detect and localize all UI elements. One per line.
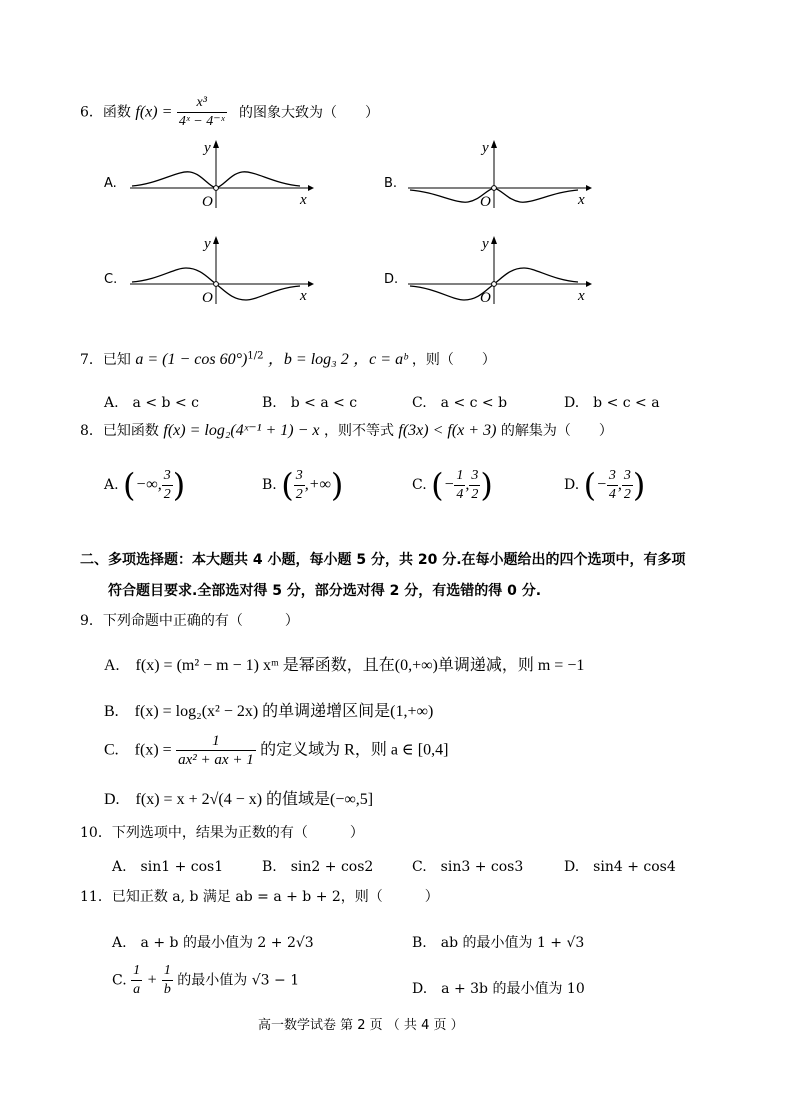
section2-title-line1: 二、多项选择题：本大题共 4 小题，每小题 5 分，共 20 分.在每小题给出的四个选项中，有多项 [80,552,686,568]
q6-option-c-label: C. [104,272,118,287]
section2-title-line2: 符合题目要求.全部选对得 5 分，部分选对得 2 分，有选错的得 0 分. [108,583,542,599]
q6-option-b-label: B. [384,176,398,191]
axis-y-label: y [204,140,211,156]
q11-option-c: C. $\frac{1}{a}$ + $\frac{1}{b}$ 的最小值为 √3 − 1 [112,963,300,997]
q9-option-b: B. f(x) = log₂(x² − 2x) 的单调递增区间是(1,+∞) [104,703,434,720]
q11-option-d: D. a + 3b 的最小值为 10 [412,981,585,997]
axis-x-label: x [300,192,307,208]
q10-option-d: D. sin4 + cos4 [564,859,676,875]
q6-graph-d [406,236,592,306]
axis-y-label: y [482,236,489,252]
axis-y-label: y [204,236,211,252]
q6-graph-c [128,236,314,306]
q9-stem: 9．下列命题中正确的有（ ） [80,613,299,629]
origin-label: O [480,290,491,306]
axis-x-label: x [300,288,307,304]
q7-option-c: C. a < c < b [412,395,508,411]
q6-option-a-label: A. [104,176,117,191]
q8-option-c: C. (− $\frac{1}{4}$ , $\frac{3}{2}$ ) [412,466,493,504]
q8-option-d: D. (− $\frac{3}{4}$ , $\frac{3}{2}$ ) [564,466,646,504]
q6-stem: 6．函数 f(x) = $\frac{\text{x³}}{\text{4ˣ − 4⁻ˣ}}$ 的图象大致为（ ） [80,95,380,129]
q8-option-b: B. ( $\frac{3}{2}$ ,+∞) [262,466,344,504]
q7-option-d: D. b < c < a [564,395,660,411]
axis-x-label: x [578,288,585,304]
q10-option-a: A. sin1 + cos1 [112,859,224,875]
axis-x-label: x [578,192,585,208]
q10-stem: 10．下列选项中，结果为正数的有（ ） [80,825,364,841]
q9-option-a: A. f(x) = (m² − m − 1) xᵐ 是幂函数，且在(0,+∞)单调递减，则 m = −1 [104,657,585,674]
q9-option-d: D. f(x) = x + 2√(4 − x) 的值域是(−∞,5] [104,791,374,808]
origin-label: O [202,194,213,210]
page-footer: 高一数学试卷 第 2 页 （ 共 4 页 ） [258,1018,464,1033]
q6-graph-b [406,140,592,210]
origin-label: O [202,290,213,306]
origin-label: O [480,194,491,210]
q8-stem: 8．已知函数 f(x) = log₂(4ˣ⁻¹ + 1) − x ，则不等式 f(3x) < f(x + 3) 的解集为（ ） [80,422,613,439]
q6-option-d-label: D. [384,272,399,287]
q6-fraction: $\frac{\text{x³}}{\text{4ˣ − 4⁻ˣ}}$ [178,95,225,129]
q6-graph-a [128,140,314,210]
q11-stem: 11．已知正数 a, b 满足 ab = a + b + 2，则（ ） [80,889,439,905]
q8-option-a: A. (−∞, $\frac{3}{2}$ ) [104,466,186,504]
q10-option-c: C. sin3 + cos3 [412,859,524,875]
q10-option-b: B. sin2 + cos2 [262,859,374,875]
q7-option-b: B. b < a < c [262,395,358,411]
q11-option-b: B. ab 的最小值为 1 + √3 [412,935,585,951]
q11-option-a: A. a + b 的最小值为 2 + 2√3 [112,935,314,951]
q9-option-c: C. f(x) = $\frac{1}{\text{ax² + ax + 1}}$ 的定义域为 R，则 a ∈ [0,4] [104,733,449,768]
q7-stem: 7．已知 $a = (1 - \cos 60^\circ)^{1/2}$ ，b = log₃ 2 ，c = aᵇ ，则（ ） [80,350,496,368]
axis-y-label: y [482,140,489,156]
q7-option-a: A. a < b < c [104,395,199,411]
